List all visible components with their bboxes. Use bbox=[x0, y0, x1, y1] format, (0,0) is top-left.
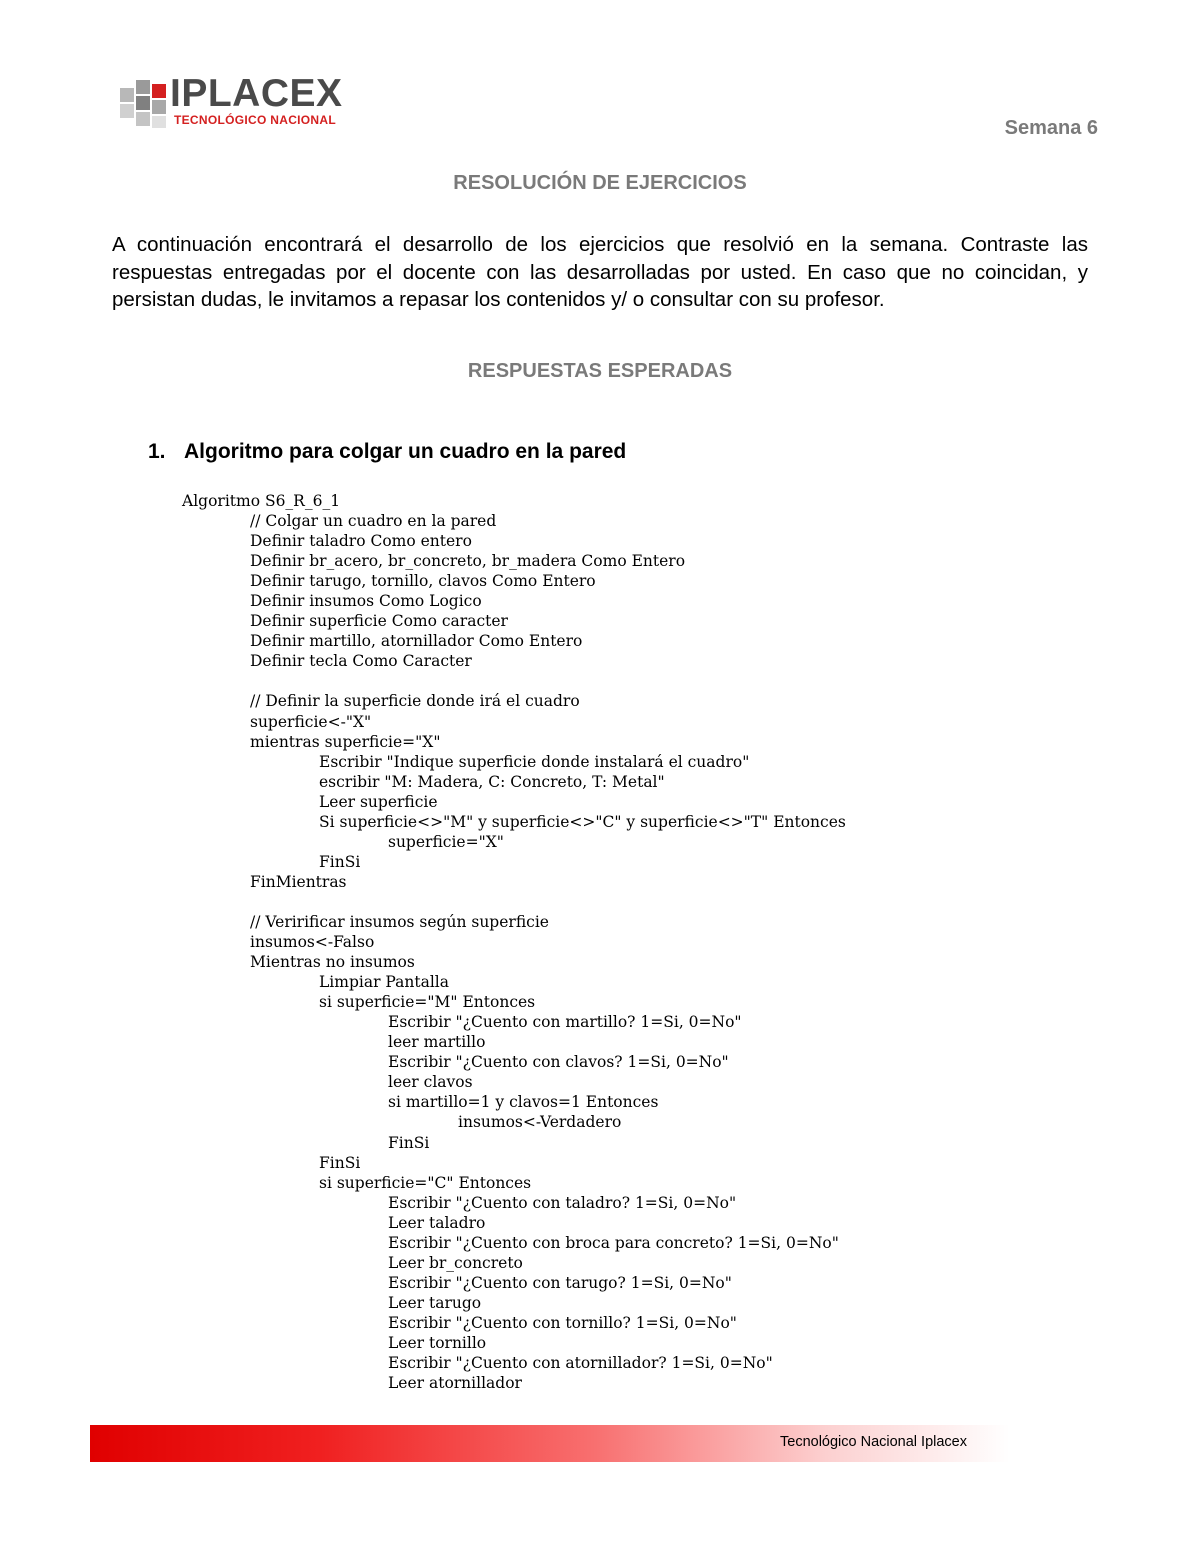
code-line: Definir taladro Como entero bbox=[250, 532, 472, 551]
code-line: si superficie="M" Entonces bbox=[319, 993, 536, 1012]
code-line: Escribir "Indique superficie donde instalará el cuadro" bbox=[319, 752, 750, 771]
code-line: Escribir "¿Cuento con tornillo? 1=Si, 0=No" bbox=[388, 1313, 737, 1332]
code-line: Escribir "¿Cuento con broca para concreto? 1=Si, 0=No" bbox=[388, 1233, 839, 1252]
code-line: Escribir "¿Cuento con tarugo? 1=Si, 0=No" bbox=[388, 1273, 732, 1292]
code-line: Leer taladro bbox=[388, 1213, 486, 1232]
code-line: Escribir "¿Cuento con atornillador? 1=Si, 0=No" bbox=[388, 1354, 773, 1373]
code-line: Leer tornillo bbox=[388, 1333, 487, 1352]
exercise-heading bbox=[148, 440, 626, 464]
code-line: escribir "M: Madera, C: Concreto, T: Metal" bbox=[319, 772, 665, 791]
algorithm-code-block bbox=[182, 491, 846, 1393]
code-line: Algoritmo S6_R_6_1 bbox=[182, 492, 341, 510]
code-line: leer clavos bbox=[388, 1073, 473, 1092]
exercise-title: Algoritmo para colgar un cuadro en la pared bbox=[184, 440, 627, 463]
logo-subtitle: TECNOLÓGICO NACIONAL bbox=[174, 113, 336, 127]
code-line: Escribir "¿Cuento con taladro? 1=Si, 0=No" bbox=[388, 1193, 737, 1212]
code-line: FinSi bbox=[319, 1153, 361, 1172]
iplacex-logo bbox=[120, 72, 360, 130]
code-line: FinSi bbox=[319, 852, 361, 871]
exercise-number: 1. bbox=[148, 440, 166, 463]
code-line: Definir superficie Como caracter bbox=[250, 612, 508, 631]
code-line: Leer superficie bbox=[319, 792, 438, 811]
code-line: mientras superficie="X" bbox=[250, 732, 441, 751]
code-line: Leer atornillador bbox=[388, 1374, 522, 1393]
code-line: // Definir la superficie donde irá el cuadro bbox=[250, 692, 580, 711]
code-line: insumos<-Verdadero bbox=[458, 1113, 622, 1132]
code-line: Definir martillo, atornillador Como Entero bbox=[250, 632, 583, 651]
code-line bbox=[182, 671, 846, 691]
code-line: superficie="X" bbox=[388, 832, 504, 851]
code-line: Escribir "¿Cuento con martillo? 1=Si, 0=No" bbox=[388, 1013, 742, 1032]
code-line: si martillo=1 y clavos=1 Entonces bbox=[388, 1093, 659, 1112]
code-line: Definir br_acero, br_concreto, br_madera Como Entero bbox=[250, 552, 686, 571]
code-line: Mientras no insumos bbox=[250, 953, 415, 972]
logo-name: IPLACEX bbox=[170, 72, 343, 115]
code-line: FinSi bbox=[388, 1133, 430, 1152]
section-subtitle: RESPUESTAS ESPERADAS bbox=[467, 360, 733, 382]
code-line: // Veririficar insumos según superficie bbox=[250, 912, 549, 931]
code-line: insumos<-Falso bbox=[250, 933, 375, 952]
code-line: FinMientras bbox=[250, 872, 347, 891]
code-line: Definir tarugo, tornillo, clavos Como Entero bbox=[250, 572, 596, 591]
intro-paragraph: A continuación encontrará el desarrollo de los ejercicios que resolvió en la semana. Contraste las respuestas entregadas por el docente con las desarrolladas por usted. En caso que no coincidan, y persistan dudas, le invitamos a repasar los contenidos y/ o consultar con su profesor. bbox=[112, 233, 1088, 311]
code-line: Leer tarugo bbox=[388, 1293, 482, 1312]
code-line: si superficie="C" Entonces bbox=[319, 1173, 532, 1192]
logo-squares-icon bbox=[120, 80, 170, 128]
week-label: Semana 6 bbox=[1004, 117, 1098, 139]
code-line: Definir tecla Como Caracter bbox=[250, 652, 472, 671]
page-title: RESOLUCIÓN DE EJERCICIOS bbox=[453, 172, 747, 194]
code-line: // Colgar un cuadro en la pared bbox=[250, 512, 497, 531]
code-line bbox=[182, 892, 846, 912]
code-line: superficie<-"X" bbox=[250, 712, 372, 731]
code-line: Escribir "¿Cuento con clavos? 1=Si, 0=No" bbox=[388, 1053, 729, 1072]
code-line: leer martillo bbox=[388, 1033, 486, 1052]
code-line: Limpiar Pantalla bbox=[319, 973, 449, 992]
code-line: Leer br_concreto bbox=[388, 1253, 523, 1272]
code-line: Definir insumos Como Logico bbox=[250, 592, 482, 611]
code-line: Si superficie<>"M" y superficie<>"C" y superficie<>"T" Entonces bbox=[319, 812, 846, 831]
footer-text: Tecnológico Nacional Iplacex bbox=[780, 1434, 967, 1450]
